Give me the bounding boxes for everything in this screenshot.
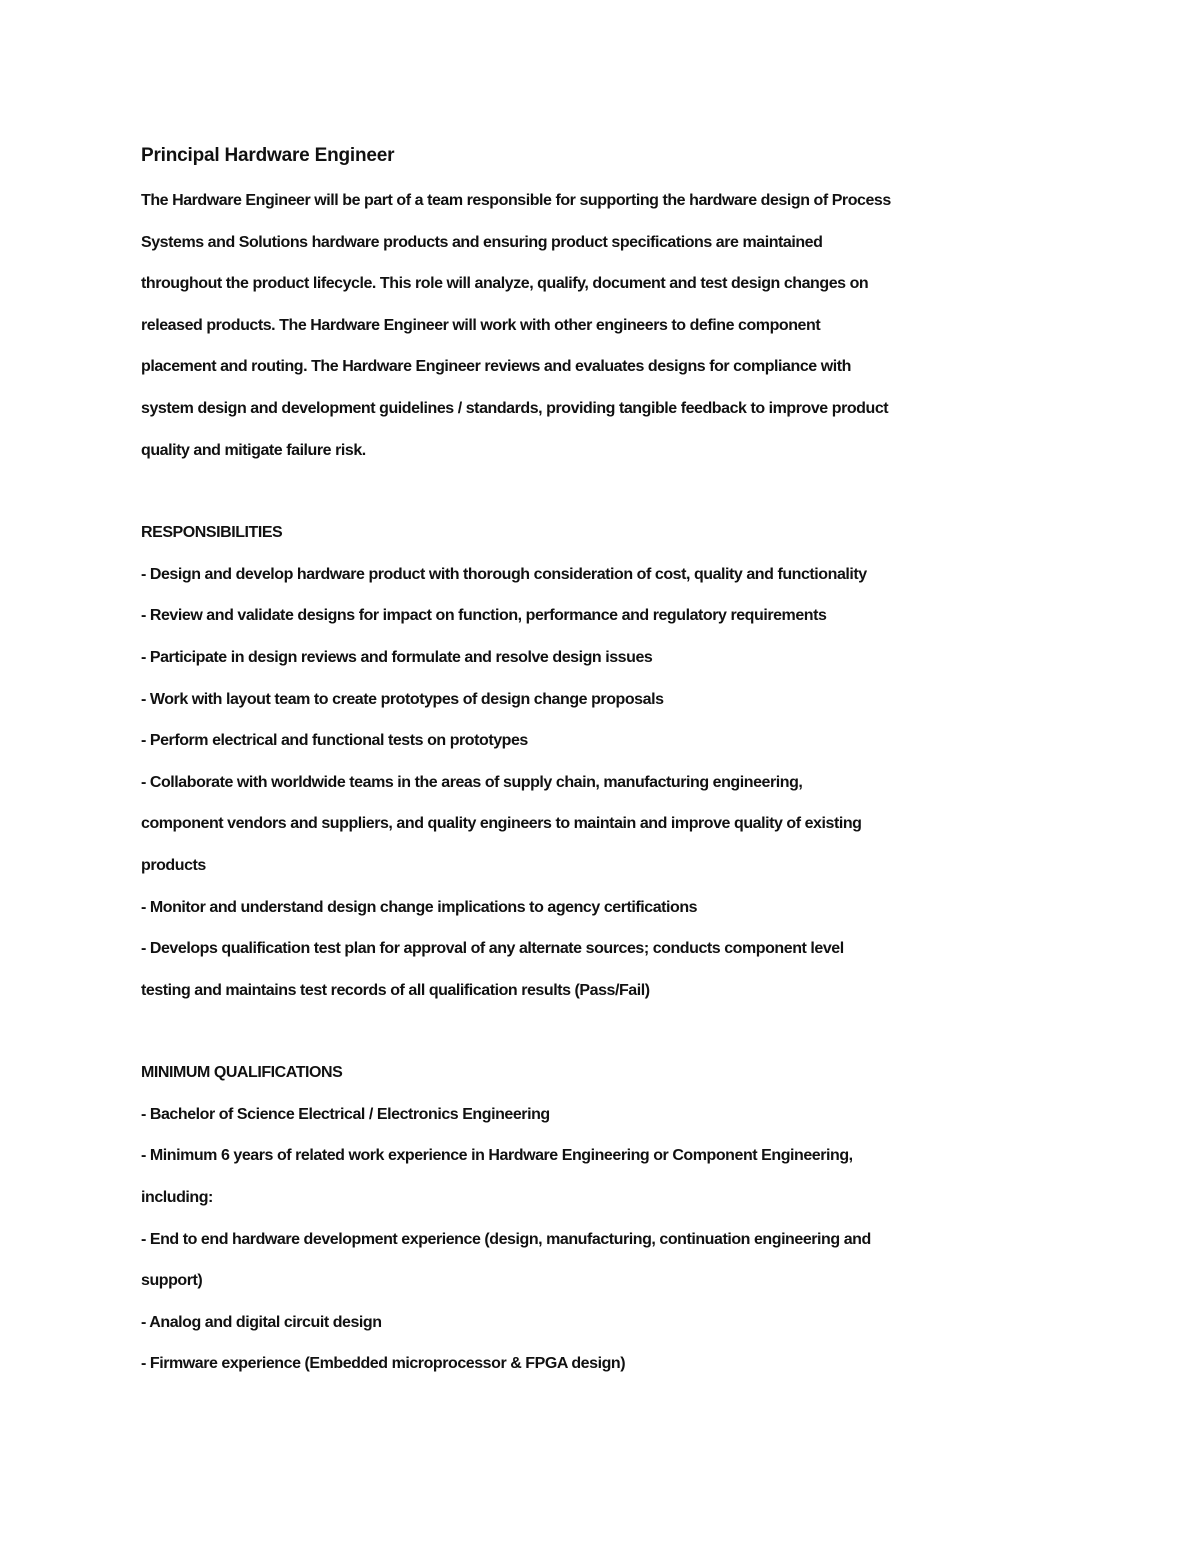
responsibility-line: - Develops qualification test plan for approval of any alternate sources; conducts component level <box>141 940 844 958</box>
intro-line: released products. The Hardware Engineer will work with other engineers to define component <box>141 316 821 334</box>
intro-line: quality and mitigate failure risk. <box>141 441 366 459</box>
qualification-line: - Analog and digital circuit design <box>141 1313 382 1331</box>
intro-paragraph <box>141 180 1021 471</box>
responsibilities-section <box>141 512 1021 1011</box>
responsibility-line: - Monitor and understand design change implications to agency certifications <box>141 898 698 916</box>
responsibilities-heading: RESPONSIBILITIES <box>141 524 283 542</box>
intro-line: Systems and Solutions hardware products and ensuring product specifications are maintained <box>141 233 823 251</box>
responsibility-line: component vendors and suppliers, and quality engineers to maintain and improve quality of existing <box>141 815 862 833</box>
document-content <box>141 141 1021 1385</box>
intro-line: The Hardware Engineer will be part of a team responsible for supporting the hardware design of Process <box>141 192 891 209</box>
qualifications-heading: MINIMUM QUALIFICATIONS <box>141 1064 343 1082</box>
qualification-line: including: <box>141 1189 213 1207</box>
qualification-line: - Bachelor of Science Electrical / Electronics Engineering <box>141 1105 550 1123</box>
responsibility-line: - Work with layout team to create prototypes of design change proposals <box>141 690 664 708</box>
document-title: Principal Hardware Engineer <box>141 145 395 166</box>
intro-line: system design and development guidelines / standards, providing tangible feedback to improve product <box>141 399 889 417</box>
responsibility-line: - Review and validate designs for impact on function, performance and regulatory requirements <box>141 607 827 625</box>
responsibility-line: - Collaborate with worldwide teams in the areas of supply chain, manufacturing engineering, <box>141 773 803 791</box>
qualification-line: - Firmware experience (Embedded microprocessor & FPGA design) <box>141 1355 626 1373</box>
qualifications-section <box>141 1052 1021 1385</box>
intro-line: placement and routing. The Hardware Engineer reviews and evaluates designs for compliance with <box>141 358 851 376</box>
qualification-line: support) <box>141 1272 203 1290</box>
qualification-line: - End to end hardware development experience (design, manufacturing, continuation engineering and <box>141 1230 871 1248</box>
responsibility-line: - Design and develop hardware product with thorough consideration of cost, quality and functionality <box>141 565 867 583</box>
intro-line: throughout the product lifecycle. This role will analyze, qualify, document and test design changes on <box>141 275 869 293</box>
qualification-line: - Minimum 6 years of related work experience in Hardware Engineering or Component Engineering, <box>141 1147 853 1165</box>
responsibility-line: products <box>141 856 206 874</box>
responsibility-line: - Perform electrical and functional tests on prototypes <box>141 732 528 750</box>
responsibility-line: - Participate in design reviews and formulate and resolve design issues <box>141 648 653 666</box>
responsibility-line: testing and maintains test records of all qualification results (Pass/Fail) <box>141 981 650 999</box>
